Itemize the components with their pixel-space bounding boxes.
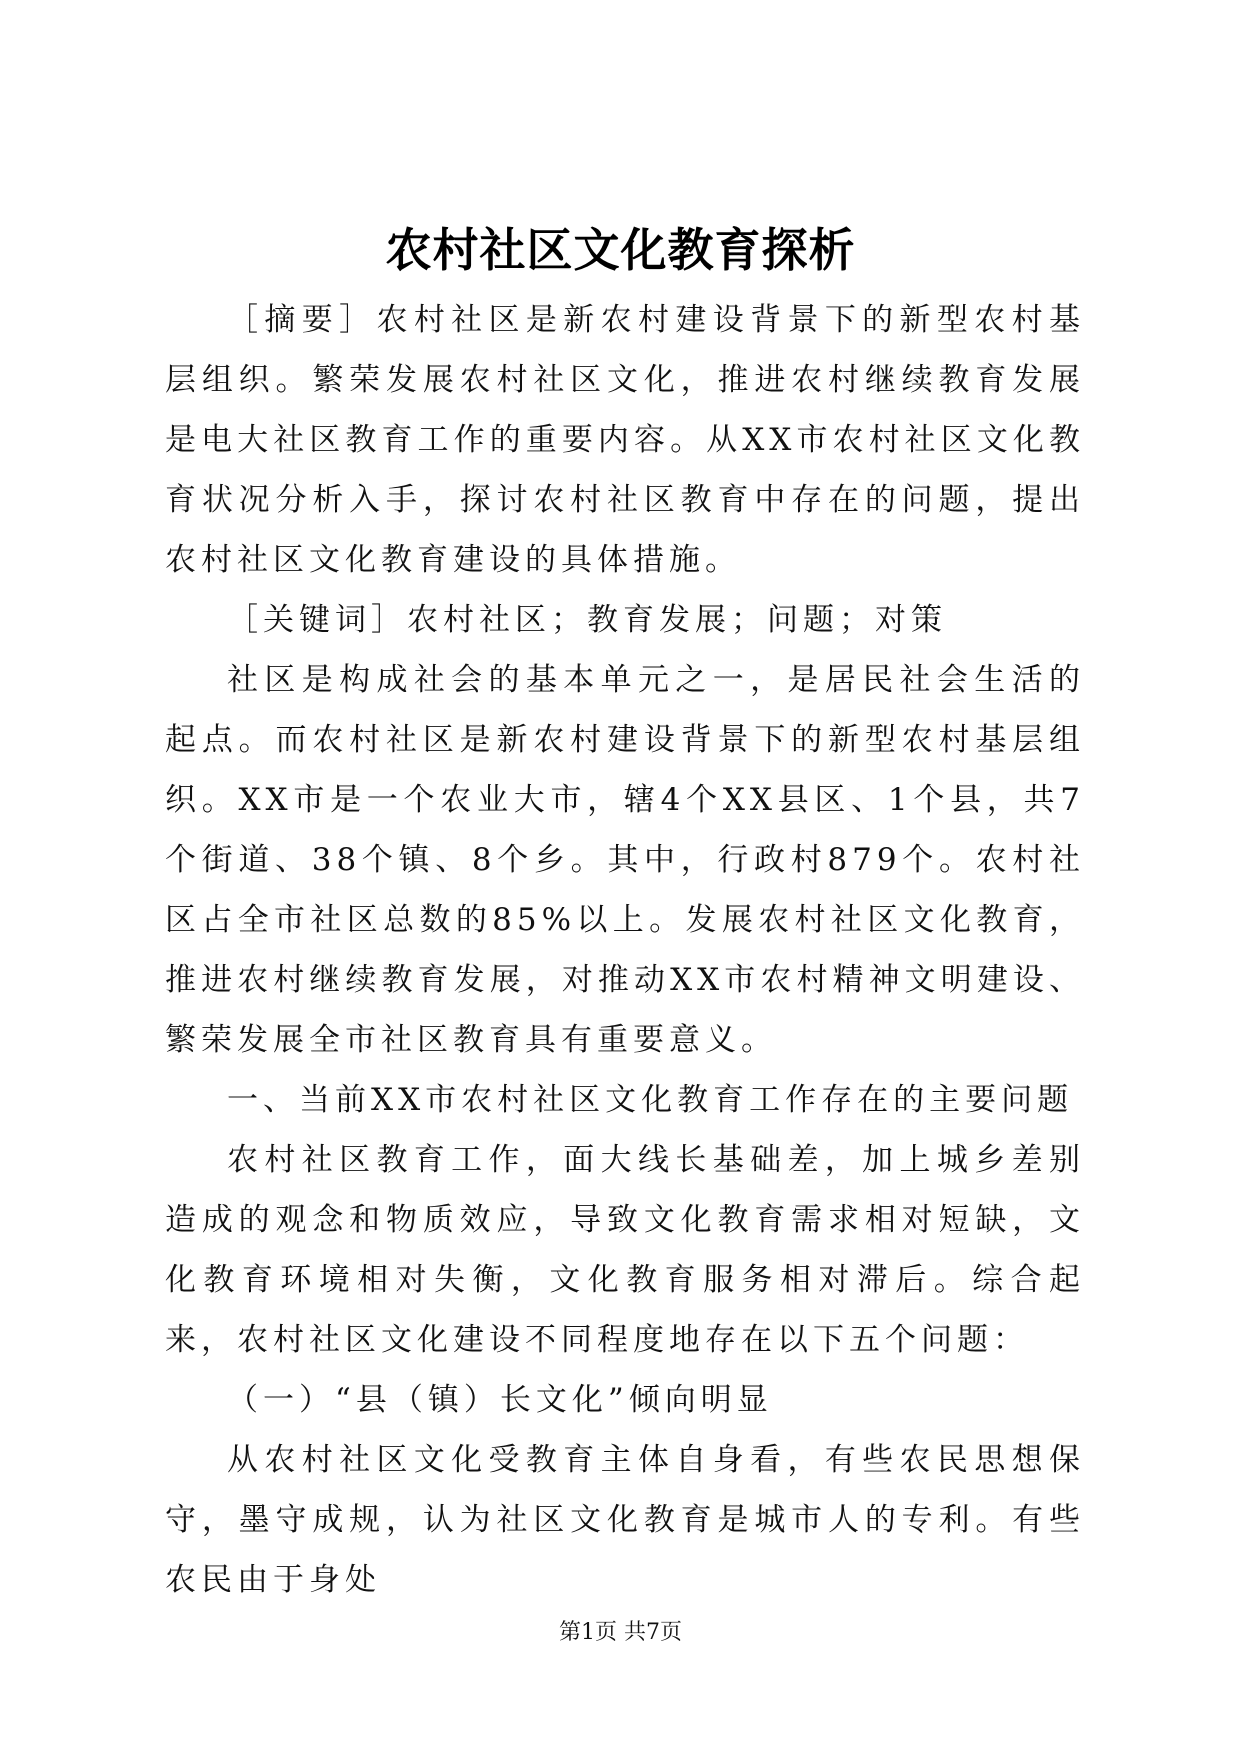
page-footer: 第1页 共7页 bbox=[559, 1620, 682, 1645]
abstract-paragraph: ［摘要］农村社区是新农村建设背景下的新型农村基层组织。繁荣发展农村社区文化，推进农村继续教育发展是电大社区教育工作的重要内容。从XX市农村社区文化教育状况分析入手，探讨农村社区教育中存在的问题，提出农村社区文化教育建设的具体措施。 bbox=[165, 302, 1085, 578]
body-paragraph: 农村社区教育工作，面大线长基础差，加上城乡差别造成的观念和物质效应，导致文化教育需求相对短缺，文化教育环境相对失衡，文化教育服务相对滞后。综合起来，农村社区文化建设不同程度地存在以下五个问题： bbox=[165, 1142, 1085, 1358]
document-title: 农村社区文化教育探析 bbox=[385, 223, 856, 277]
subsection-heading: （一）“县（镇）长文化”倾向明显 bbox=[227, 1382, 773, 1418]
keywords-paragraph: ［关键词］农村社区；教育发展；问题；对策 bbox=[227, 602, 947, 638]
intro-paragraph: 社区是构成社会的基本单元之一，是居民社会生活的起点。而农村社区是新农村建设背景下的新型农村基层组织。XX市是一个农业大市，辖4个XX县区、1个县，共7个街道、38个镇、8个乡。其中，行政村879个。农村社区占全市社区总数的85%以上。发展农村社区文化教育，推进农村继续教育发展，对推动XX市农村精神文明建设、繁荣发展全市社区教育具有重要意义。 bbox=[165, 662, 1085, 1058]
section-heading: 一、当前XX市农村社区文化教育工作存在的主要问题 bbox=[227, 1082, 1074, 1118]
body-paragraph: 从农村社区文化受教育主体自身看，有些农民思想保守，墨守成规，认为社区文化教育是城市人的专利。有些农民由于身处 bbox=[165, 1442, 1085, 1598]
document-body bbox=[165, 290, 1085, 1610]
